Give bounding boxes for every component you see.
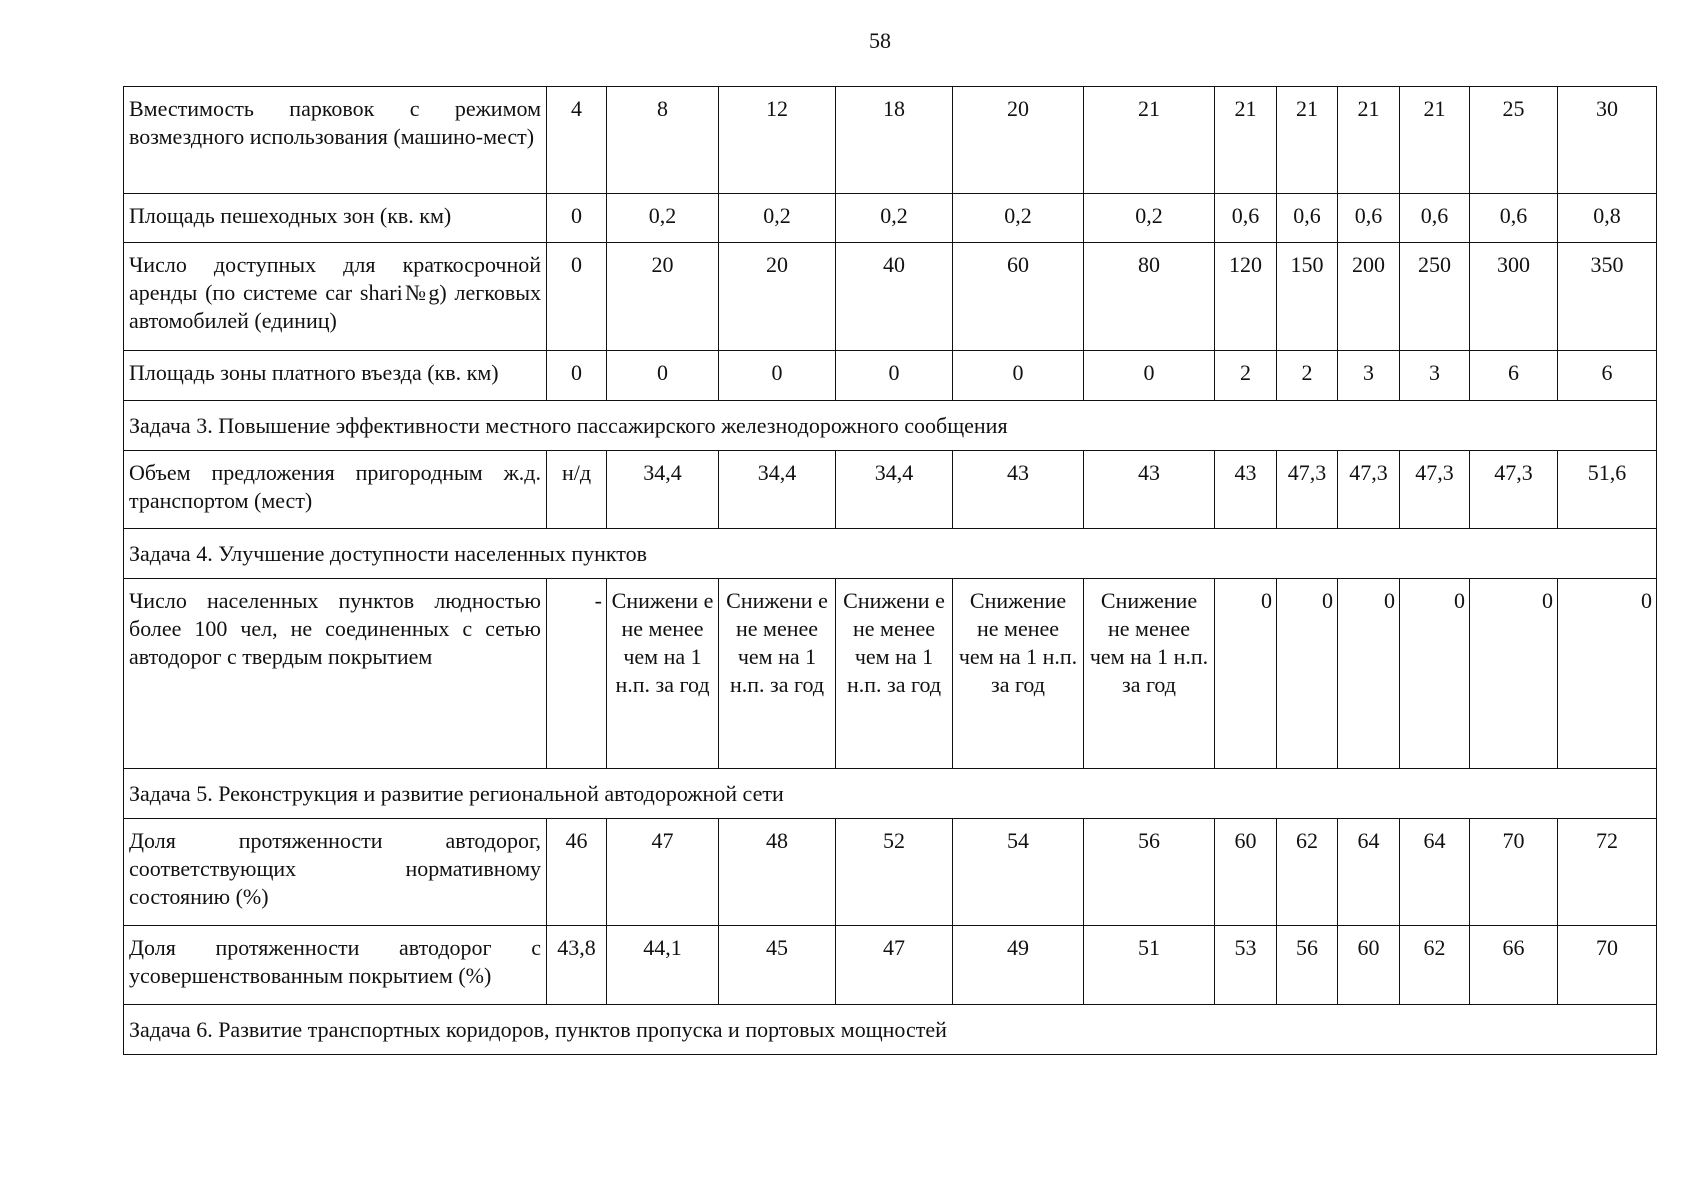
value-cell: 34,4: [719, 451, 836, 529]
value-cell: 0: [607, 351, 719, 401]
indicator-row: [124, 243, 1657, 351]
value-cell: 43: [1215, 451, 1277, 529]
value-cell: 47,3: [1277, 451, 1338, 529]
value-cell: 70: [1558, 926, 1657, 1005]
value-cell: 12: [719, 87, 836, 194]
value-cell: 20: [953, 87, 1084, 194]
value-cell: 0: [547, 351, 607, 401]
value-cell: 6: [1470, 351, 1558, 401]
indicator-label: Доля протяженности автодорог, соответствующих нормативному состоянию (%): [124, 819, 547, 926]
value-cell: 0: [1558, 579, 1657, 769]
value-cell: 47: [836, 926, 953, 1005]
value-cell: 200: [1338, 243, 1400, 351]
value-cell: Снижени е не менее чем на 1 н.п. за год: [607, 579, 719, 769]
value-cell: 0: [1277, 579, 1338, 769]
indicator-table: [123, 86, 1657, 1055]
value-cell: 6: [1558, 351, 1657, 401]
value-cell: 150: [1277, 243, 1338, 351]
task-row: [124, 529, 1657, 579]
value-cell: 21: [1400, 87, 1470, 194]
value-cell: 2: [1215, 351, 1277, 401]
value-cell: -: [547, 579, 607, 769]
value-cell: 51: [1084, 926, 1215, 1005]
value-cell: 48: [719, 819, 836, 926]
value-cell: 0,6: [1277, 194, 1338, 243]
task-row: [124, 1005, 1657, 1055]
value-cell: 0: [719, 351, 836, 401]
value-cell: 20: [607, 243, 719, 351]
task-row: [124, 769, 1657, 819]
value-cell: 34,4: [836, 451, 953, 529]
value-cell: 53: [1215, 926, 1277, 1005]
task-heading: Задача 4. Улучшение доступности населенных пунктов: [124, 529, 1657, 579]
value-cell: 8: [607, 87, 719, 194]
value-cell: 52: [836, 819, 953, 926]
indicator-row: [124, 579, 1657, 769]
value-cell: 0,6: [1215, 194, 1277, 243]
value-cell: 43: [953, 451, 1084, 529]
value-cell: 20: [719, 243, 836, 351]
value-cell: Снижение не менее чем на 1 н.п. за год: [1084, 579, 1215, 769]
value-cell: 62: [1277, 819, 1338, 926]
value-cell: 0,2: [836, 194, 953, 243]
indicator-row: [124, 87, 1657, 194]
indicator-label: Вместимость парковок с режимом возмездного использования (машино-мест): [124, 87, 547, 194]
indicator-label: Площадь зоны платного въезда (кв. км): [124, 351, 547, 401]
value-cell: 3: [1400, 351, 1470, 401]
value-cell: 350: [1558, 243, 1657, 351]
task-heading: Задача 5. Реконструкция и развитие региональной автодорожной сети: [124, 769, 1657, 819]
value-cell: 49: [953, 926, 1084, 1005]
value-cell: 0: [836, 351, 953, 401]
value-cell: 0: [547, 243, 607, 351]
value-cell: 0,6: [1338, 194, 1400, 243]
page-number: 58: [869, 28, 891, 53]
value-cell: 25: [1470, 87, 1558, 194]
value-cell: 44,1: [607, 926, 719, 1005]
value-cell: Снижение не менее чем на 1 н.п. за год: [953, 579, 1084, 769]
indicator-label: Число доступных для краткосрочной аренды (по системе car shari№g) легковых автомобилей (единиц): [124, 243, 547, 351]
value-cell: Снижени е не менее чем на 1 н.п. за год: [836, 579, 953, 769]
value-cell: 56: [1277, 926, 1338, 1005]
indicator-label: Площадь пешеходных зон (кв. км): [124, 194, 547, 243]
value-cell: 66: [1470, 926, 1558, 1005]
value-cell: 62: [1400, 926, 1470, 1005]
value-cell: 0,6: [1400, 194, 1470, 243]
value-cell: 0,2: [953, 194, 1084, 243]
value-cell: 72: [1558, 819, 1657, 926]
value-cell: 21: [1084, 87, 1215, 194]
value-cell: 34,4: [607, 451, 719, 529]
value-cell: 60: [953, 243, 1084, 351]
task-heading: Задача 3. Повышение эффективности местного пассажирского железнодорожного сообщения: [124, 401, 1657, 451]
value-cell: 0: [547, 194, 607, 243]
indicator-row: [124, 926, 1657, 1005]
indicator-row: [124, 194, 1657, 243]
value-cell: 47,3: [1338, 451, 1400, 529]
value-cell: 21: [1215, 87, 1277, 194]
value-cell: 0: [1470, 579, 1558, 769]
value-cell: 43,8: [547, 926, 607, 1005]
indicator-label: Объем предложения пригородным ж.д. транспортом (мест): [124, 451, 547, 529]
value-cell: 60: [1338, 926, 1400, 1005]
value-cell: Снижени е не менее чем на 1 н.п. за год: [719, 579, 836, 769]
value-cell: 64: [1400, 819, 1470, 926]
value-cell: 54: [953, 819, 1084, 926]
value-cell: 30: [1558, 87, 1657, 194]
value-cell: 21: [1277, 87, 1338, 194]
value-cell: 18: [836, 87, 953, 194]
indicator-row: [124, 819, 1657, 926]
value-cell: 0,8: [1558, 194, 1657, 243]
value-cell: 3: [1338, 351, 1400, 401]
task-heading: Задача 6. Развитие транспортных коридоров, пунктов пропуска и портовых мощностей: [124, 1005, 1657, 1055]
value-cell: 21: [1338, 87, 1400, 194]
value-cell: 70: [1470, 819, 1558, 926]
value-cell: 0,2: [1084, 194, 1215, 243]
indicator-row: [124, 351, 1657, 401]
value-cell: 47: [607, 819, 719, 926]
value-cell: 64: [1338, 819, 1400, 926]
value-cell: 0,6: [1470, 194, 1558, 243]
indicator-label: Доля протяженности автодорог с усовершенствованным покрытием (%): [124, 926, 547, 1005]
value-cell: 46: [547, 819, 607, 926]
value-cell: 51,6: [1558, 451, 1657, 529]
value-cell: 0: [1338, 579, 1400, 769]
value-cell: 43: [1084, 451, 1215, 529]
value-cell: 4: [547, 87, 607, 194]
value-cell: 2: [1277, 351, 1338, 401]
value-cell: 0: [1215, 579, 1277, 769]
value-cell: 250: [1400, 243, 1470, 351]
indicator-row: [124, 451, 1657, 529]
value-cell: 47,3: [1400, 451, 1470, 529]
value-cell: 47,3: [1470, 451, 1558, 529]
value-cell: н/д: [547, 451, 607, 529]
value-cell: 40: [836, 243, 953, 351]
task-row: [124, 401, 1657, 451]
value-cell: 45: [719, 926, 836, 1005]
indicator-label: Число населенных пунктов людностью более 100 чел, не соединенных с сетью автодорог с твердым покрытием: [124, 579, 547, 769]
value-cell: 0: [1400, 579, 1470, 769]
value-cell: 300: [1470, 243, 1558, 351]
value-cell: 0,2: [607, 194, 719, 243]
value-cell: 0: [953, 351, 1084, 401]
value-cell: 56: [1084, 819, 1215, 926]
value-cell: 0,2: [719, 194, 836, 243]
value-cell: 120: [1215, 243, 1277, 351]
value-cell: 80: [1084, 243, 1215, 351]
value-cell: 60: [1215, 819, 1277, 926]
value-cell: 0: [1084, 351, 1215, 401]
